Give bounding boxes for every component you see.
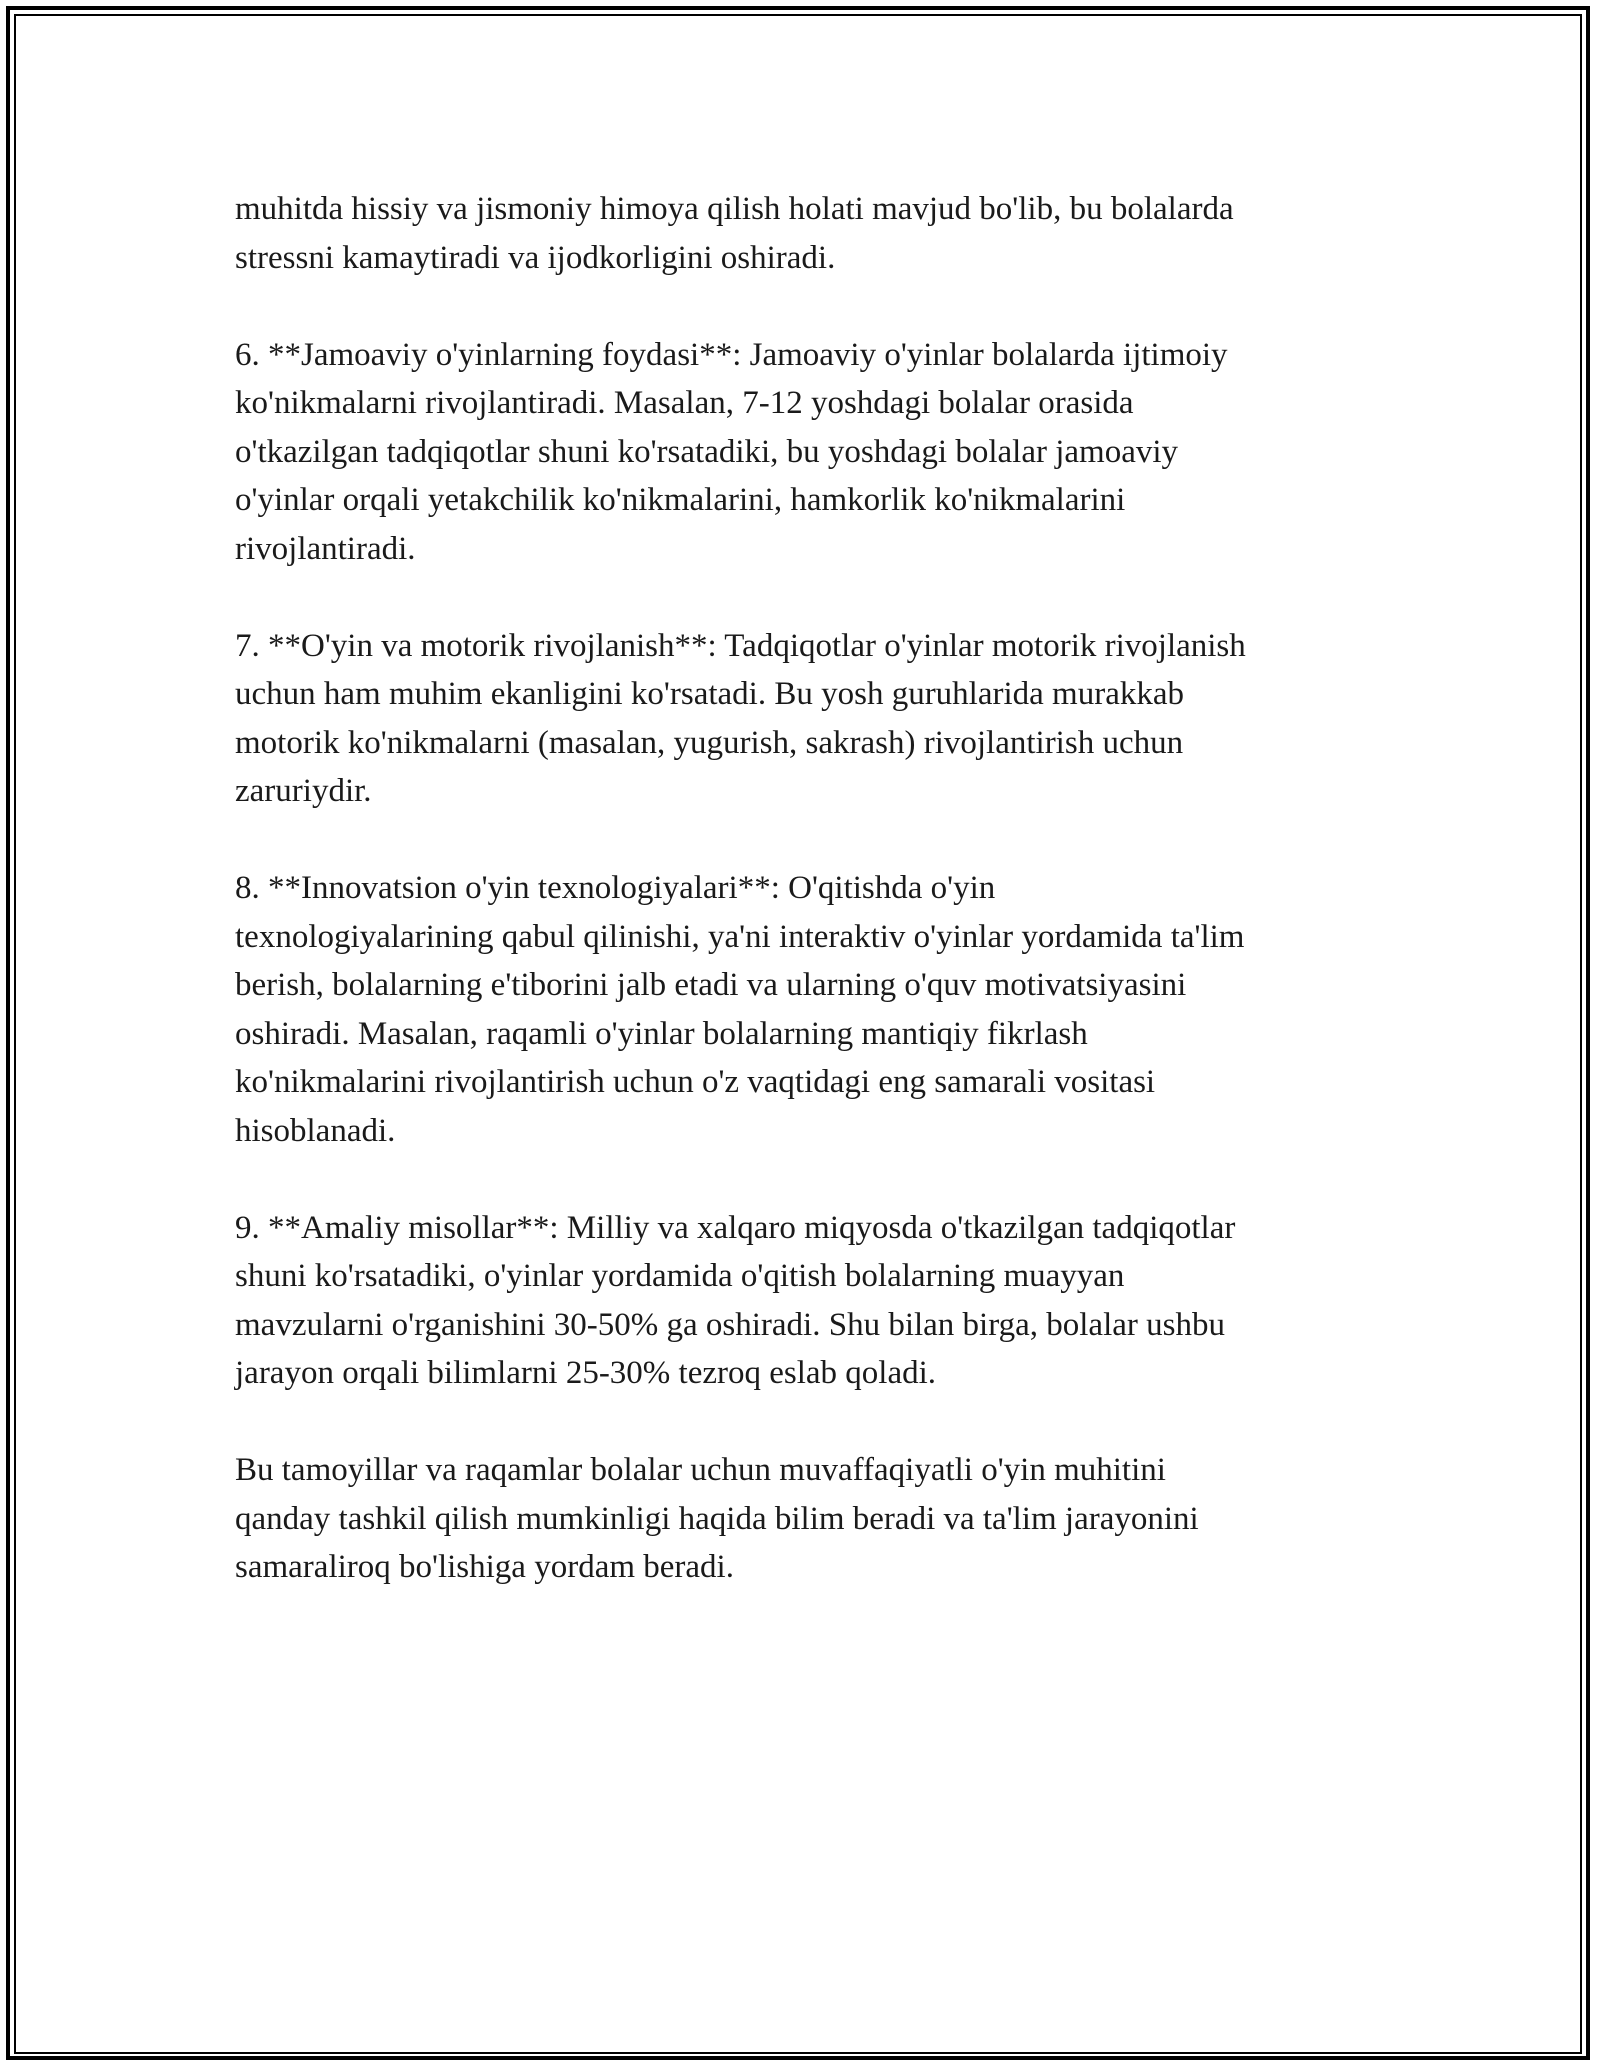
text-line: berish, bolalarning e'tiborini jalb etadi va ularning o'quv motivatsiyasini	[235, 967, 1187, 1003]
text-line: muhitda hissiy va jismoniy himoya qilish holati mavjud bo'lib, bu bolalarda	[235, 191, 1234, 227]
text-line: ko'nikmalarni rivojlantiradi. Masalan, 7-12 yoshdagi bolalar orasida	[235, 385, 1134, 421]
text-line: stressni kamaytiradi va ijodkorligini oshiradi.	[235, 239, 836, 276]
paragraph-item-6	[235, 331, 1385, 574]
text-line: motorik ko'nikmalarni (masalan, yugurish, sakrash) rivojlantirish uchun	[235, 724, 1184, 761]
text-line: 9. **Amaliy misollar**: Milliy va xalqaro miqyosda o'tkazilgan tadqiqotlar	[235, 1209, 1236, 1246]
text-line: Bu tamoyillar va raqamlar bolalar uchun muvaffaqiyatli o'yin muhitini	[235, 1452, 1166, 1488]
text-line: o'tkazilgan tadqiqotlar shuni ko'rsatadiki, bu yoshdagi bolalar jamoaviy	[235, 433, 1179, 470]
text-line: 6. **Jamoaviy o'yinlarning foydasi**: Jamoaviy o'yinlar bolalarda ijtimoiy	[235, 336, 1228, 373]
text-line: hisoblanadi.	[235, 1112, 396, 1149]
text-line: rivojlantiradi.	[235, 530, 416, 567]
paragraph-item-9	[235, 1204, 1385, 1398]
text-line: shuni ko'rsatadiki, o'yinlar yordamida o'qitish bolalarning muayyan	[235, 1258, 1125, 1294]
text-line: texnologiyalarining qabul qilinishi, ya'ni interaktiv o'yinlar yordamida ta'lim	[235, 918, 1245, 955]
text-line: ko'nikmalarini rivojlantirish uchun o'z vaqtidagi eng samarali vositasi	[235, 1064, 1156, 1100]
text-line: oshiradi. Masalan, raqamli o'yinlar bolalarning mantiqiy fikrlash	[235, 1015, 1088, 1052]
paragraph-conclusion	[235, 1446, 1385, 1592]
text-line: 8. **Innovatsion o'yin texnologiyalari**: O'qitishda o'yin	[235, 870, 996, 906]
text-line: samaraliroq bo'lishiga yordam beradi.	[235, 1549, 734, 1585]
text-line: mavzularni o'rganishini 30-50% ga oshiradi. Shu bilan birga, bolalar ushbu	[235, 1306, 1225, 1343]
text-line: 7. **O'yin va motorik rivojlanish**: Tadqiqotlar o'yinlar motorik rivojlanish	[235, 627, 1246, 664]
text-line: zaruriydir.	[235, 773, 372, 809]
paragraph-intro-continuation	[235, 185, 1385, 282]
text-line: uchun ham muhim ekanligini ko'rsatadi. Bu yosh guruhlarida murakkab	[235, 676, 1185, 712]
document-body	[235, 185, 1385, 1640]
text-line: qanday tashkil qilish mumkinligi haqida bilim beradi va ta'lim jarayonini	[235, 1500, 1199, 1537]
text-line: o'yinlar orqali yetakchilik ko'nikmalarini, hamkorlik ko'nikmalarini	[235, 482, 1126, 518]
paragraph-item-7	[235, 622, 1385, 816]
paragraph-item-8	[235, 864, 1385, 1155]
text-line: jarayon orqali bilimlarni 25-30% tezroq eslab qoladi.	[235, 1355, 937, 1391]
